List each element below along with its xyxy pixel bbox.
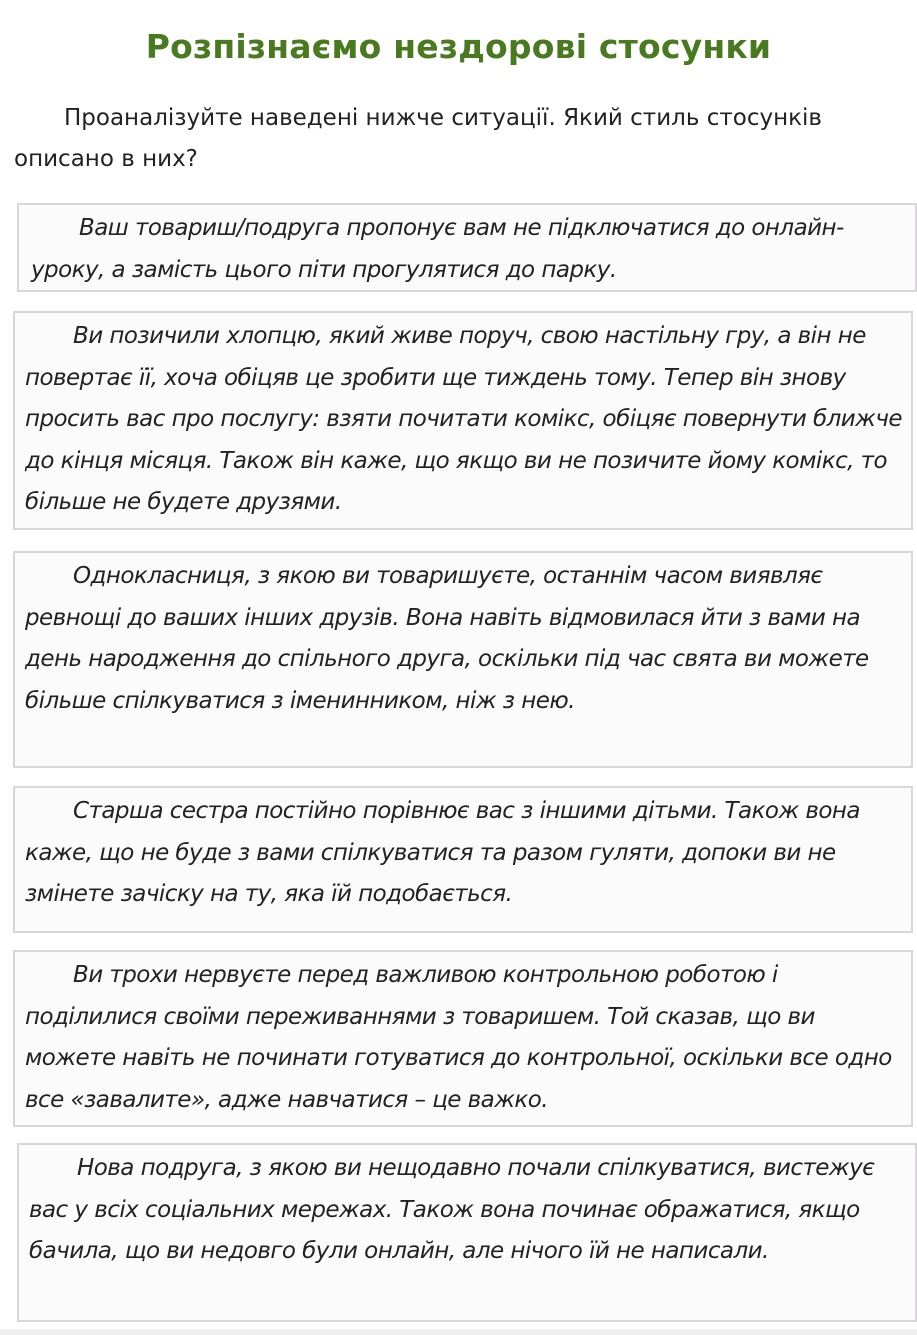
page-title: Розпізнаємо нездорові стосунки	[145, 27, 772, 66]
situation-card	[17, 1143, 917, 1322]
situation-text: Ваш товариш/подруга пропонує вам не підключатися до онлайн-уроку, а замість цього піти прогулятися до парку.	[31, 215, 844, 283]
situation-text: Нова подруга, з якою ви нещодавно почали спілкуватися, вистежує вас у всіх соціальних мережах. Також вона починає ображатися, якщо бачила, що ви недовго були онлайн, але нічого їй не написали.	[29, 1155, 875, 1264]
situation-text: Ви позичили хлопцю, який живе поруч, свою настільну гру, а він не повертає її, хоча обіцяв це зробити ще тиждень тому. Тепер він знову просить вас про послугу: взяти почитати комікс, обіцяє повернути ближче до кінця місяця. Також він каже, що якщо ви не позичите йому комікс, то більше не будете друзями.	[25, 323, 902, 515]
page-bottom-edge	[0, 1329, 917, 1335]
situation-text: Старша сестра постійно порівнює вас з іншими дітьми. Також вона каже, що не буде з вами спілкуватися та разом гуляти, допоки ви не змінете зачіску на ту, яка їй подобається.	[25, 798, 860, 907]
situation-card	[17, 203, 917, 292]
situation-card	[13, 311, 913, 530]
situation-text: Ви трохи нервуєте перед важливою контрольною роботою і поділилися своїми переживаннями з товаришем. Той сказав, що ви можете навіть не починати готуватися до контрольної, оскільки все одно все «завалите», адже навчатися – це важко.	[25, 962, 892, 1113]
situation-card	[13, 786, 913, 933]
situation-text: Однокласниця, з якою ви товаришуєте, останнім часом виявляє ревнощі до ваших інших друзів. Вона навіть відмовилася йти з вами на день народження до спільного друга, оскільки під час свята ви можете більше спілкуватися з іменинником, ніж з нею.	[25, 563, 869, 714]
intro-paragraph: Проаналізуйте наведені нижче ситуації. Який стиль стосунків описано в них?	[14, 105, 822, 172]
situation-card	[13, 551, 913, 768]
situation-card	[13, 950, 913, 1127]
